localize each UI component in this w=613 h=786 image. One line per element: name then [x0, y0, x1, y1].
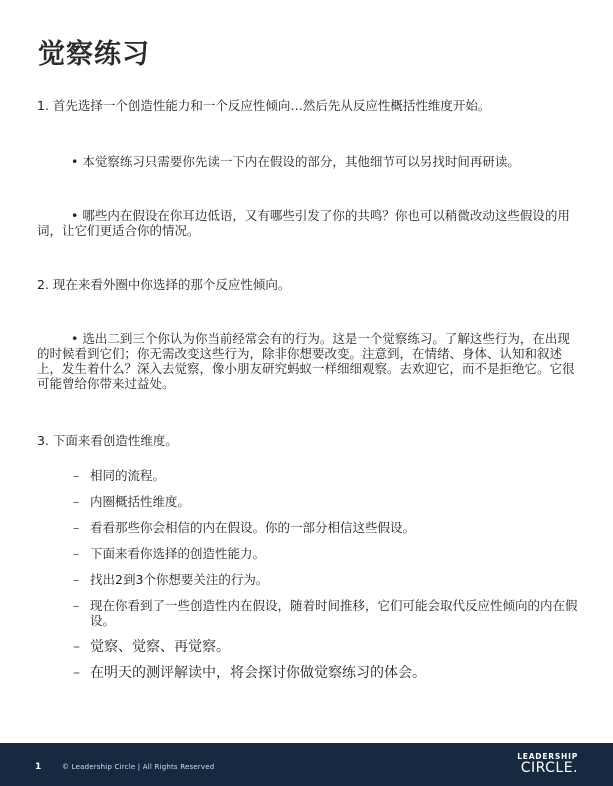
- list-item: [73, 468, 583, 483]
- list-item: [73, 572, 583, 587]
- list-item-text: 在明天的测评解读中，将会探讨你做觉察练习的体会。: [90, 665, 426, 681]
- dash-marker: –: [73, 598, 80, 613]
- step-1-bullet-2: • 哪些内在假设在你耳边低语，又有哪些引发了你的共鸣？你也可以稍微改动这些假设的用词，让它们更适合你的情况。: [37, 208, 570, 238]
- list-item-text: 下面来看你选择的创造性能力。: [90, 546, 266, 561]
- dash-marker: –: [73, 494, 80, 509]
- list-item: [73, 546, 583, 561]
- step-2-text: 2. 现在来看外圈中你选择的那个反应性倾向。: [37, 277, 291, 292]
- dash-marker: –: [73, 546, 80, 561]
- list-item-text: 看看那些你会相信的内在假设。你的一部分相信这些假设。: [90, 520, 416, 535]
- dash-marker: –: [73, 520, 80, 535]
- dash-marker: –: [73, 572, 80, 587]
- dash-marker: –: [73, 468, 80, 483]
- step-2-bullet: • 选出二到三个你认为你当前经常会有的行为。这是一个觉察练习。了解这些行为，在出现的时候看到它们；你无需改变这些行为，除非你想要改变。注意到，在情绪、身体、认知和叙述上，发生着什么？深入去觉察，像小朋友研究蚂蚁一样细细观察。去欢迎它，而不是拒绝它。它很可能曾给你带来过益处。: [37, 331, 575, 391]
- dash-marker: –: [73, 665, 80, 681]
- page-footer: [0, 743, 613, 786]
- step-1-bullet-1: • 本觉察练习只需要你先读一下内在假设的部分，其他细节可以另找时间再研读。: [71, 154, 520, 169]
- list-item: [73, 598, 583, 628]
- list-item-text: 相同的流程。: [90, 468, 166, 483]
- page-number: 1: [35, 762, 42, 772]
- list-item: [73, 520, 583, 535]
- list-item: [73, 665, 583, 682]
- leadership-circle-logo: [508, 752, 578, 776]
- step-1-text: 1. 首先选择一个创造性能力和一个反应性倾向…然后先从反应性概括性维度开始。: [37, 98, 491, 113]
- logo-bottom-text: CIRCLE.: [520, 760, 578, 776]
- logo-top-text: LEADERSHIP: [517, 752, 578, 761]
- list-item-text: 找出2到3个你想要关注的行为。: [90, 572, 269, 587]
- step-3-text: 3. 下面来看创造性维度。: [37, 433, 178, 448]
- copyright-notice: © Leadership Circle | All Rights Reserved: [62, 763, 215, 771]
- step-3-list: [73, 468, 583, 691]
- dash-marker: –: [73, 639, 80, 655]
- list-item-text: 觉察、觉察、再觉察。: [90, 639, 230, 655]
- list-item: [73, 494, 583, 509]
- list-item: [73, 639, 583, 656]
- list-item-text: 现在你看到了一些创造性内在假设，随着时间推移，它们可能会取代反应性倾向的内在假设。: [90, 598, 578, 628]
- page-title: 觉察练习: [38, 39, 150, 70]
- list-item-text: 内圈概括性维度。: [90, 494, 191, 509]
